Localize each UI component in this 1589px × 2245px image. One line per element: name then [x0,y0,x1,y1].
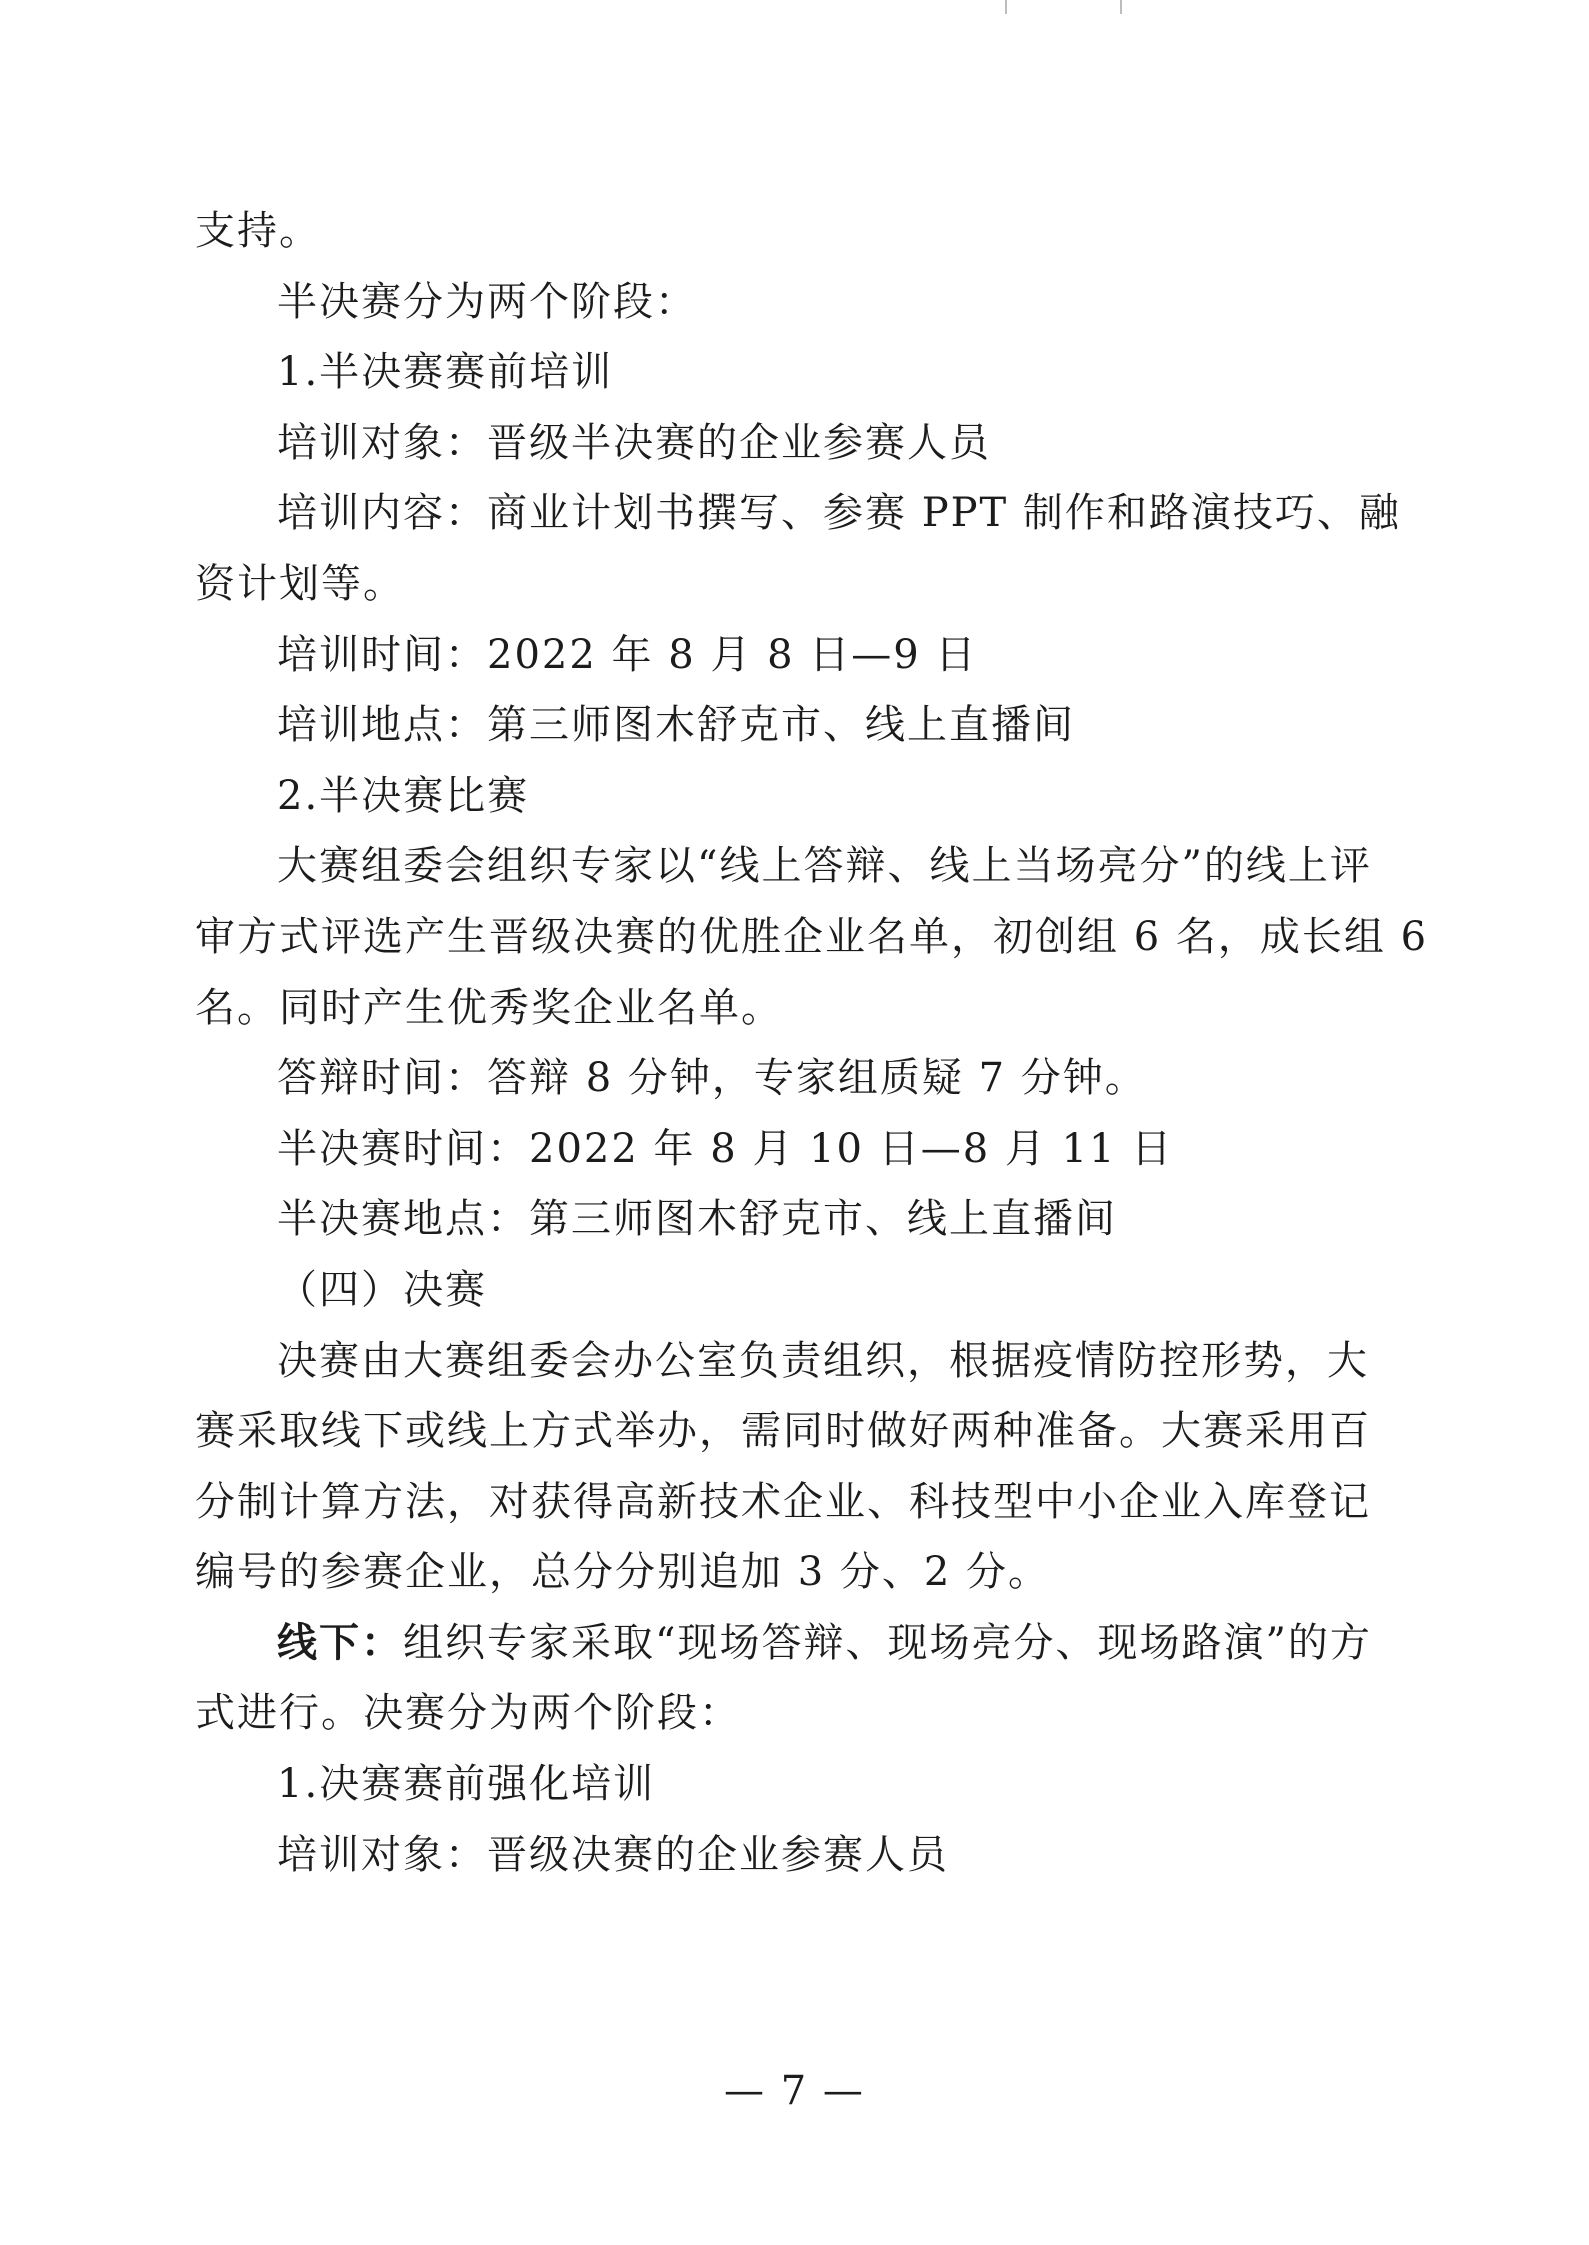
paragraph-line: 分制计算方法，对获得高新技术企业、科技型中小企业入库登记 [195,1478,1371,1525]
paragraph-line: 审方式评选产生晋级决赛的优胜企业名单，初创组 6 名，成长组 6 [195,913,1429,960]
section-heading: 1.决赛赛前强化培训 [277,1761,656,1808]
paragraph-line: 决赛由大赛组委会办公室负责组织，根据疫情防控形势，大 [277,1337,1369,1384]
paragraph-text: 组织专家采取“现场答辩、现场亮分、现场路演”的方 [403,1619,1372,1666]
paragraph-line: 培训时间：2022 年 8 月 8 日—9 日 [277,631,978,678]
paragraph-line: 名。同时产生优秀奖企业名单。 [195,984,783,1031]
paragraph-line: 半决赛时间：2022 年 8 月 10 日—8 月 11 日 [277,1125,1174,1172]
section-heading: 1.半决赛赛前培训 [277,349,614,396]
scan-mark [1120,0,1122,14]
paragraph-line: 培训对象：晋级半决赛的企业参赛人员 [277,419,991,466]
bold-lead-label: 线下： [277,1618,403,1666]
paragraph-line: 培训地点：第三师图木舒克市、线上直播间 [277,702,1075,749]
paragraph-line: 支持。 [195,208,321,254]
paragraph-line: 培训对象：晋级决赛的企业参赛人员 [277,1831,949,1878]
scan-mark [1005,0,1007,14]
paragraph-line [195,1608,1395,1679]
paragraph-line: 赛采取线下或线上方式举办，需同时做好两种准备。大赛采用百 [195,1408,1371,1455]
paragraph-line: 半决赛分为两个阶段： [277,278,697,325]
section-heading: （四）决赛 [277,1266,487,1313]
body-text [195,196,1429,1890]
page-number: — 7 — [724,2068,865,2114]
paragraph-line: 资计划等。 [195,560,405,607]
paragraph-line: 编号的参赛企业，总分分别追加 3 分、2 分。 [195,1549,1051,1596]
paragraph-line: 式进行。决赛分为两个阶段： [195,1690,741,1737]
paragraph-line: 半决赛地点：第三师图木舒克市、线上直播间 [277,1196,1117,1243]
paragraph-line: 大赛组委会组织专家以“线上答辩、线上当场亮分”的线上评 [277,843,1372,890]
paragraph-line: 培训内容：商业计划书撰写、参赛 PPT 制作和路演技巧、融 [277,490,1401,537]
paragraph-line: 答辩时间：答辩 8 分钟，专家组质疑 7 分钟。 [277,1055,1147,1102]
section-heading: 2.半决赛比赛 [277,772,530,819]
